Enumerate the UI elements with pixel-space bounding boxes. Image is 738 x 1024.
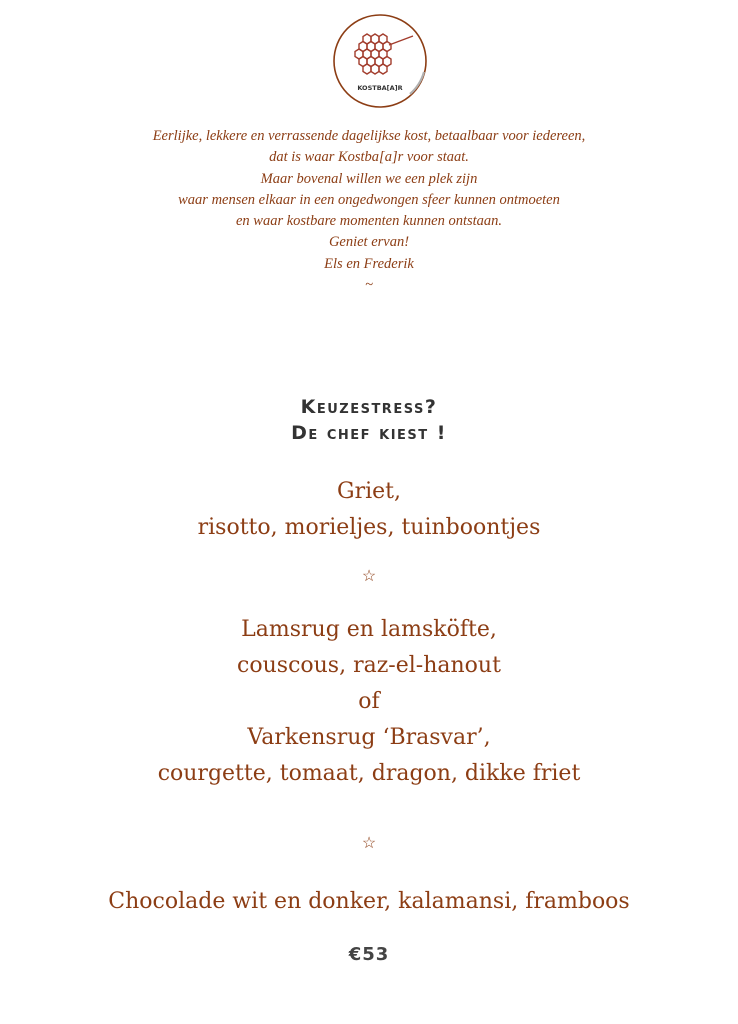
main-line: Lamsrug en lamsköfte, xyxy=(241,617,497,642)
logo-brand-text: KOSTBA[A]R xyxy=(357,84,403,92)
menu-heading xyxy=(0,394,738,446)
heading-line-2: De chef kiest ! xyxy=(291,422,447,444)
dessert-line: Chocolade wit en donker, kalamansi, framboos xyxy=(108,889,630,914)
main-line: courgette, tomaat, dragon, dikke friet xyxy=(157,761,581,786)
main-line: of xyxy=(358,689,380,714)
starter-line: risotto, morieljes, tuinboontjes xyxy=(197,515,541,540)
intro-line: dat is waar Kostba[a]r voor staat. xyxy=(269,149,469,166)
intro-text xyxy=(0,126,738,296)
intro-tilde: ~ xyxy=(365,277,373,294)
starter-line: Griet, xyxy=(337,479,401,504)
menu-price: €53 xyxy=(348,944,390,965)
separator-star-icon: ☆ xyxy=(361,566,377,585)
honeycomb-logo-icon xyxy=(331,12,429,110)
main-course xyxy=(0,612,738,792)
dessert-course xyxy=(0,884,738,920)
heading-line-1: Keuzestress? xyxy=(300,396,438,418)
intro-line: waar mensen elkaar in een ongedwongen sfeer kunnen ontmoeten xyxy=(178,191,560,208)
kostbaar-logo xyxy=(331,12,429,110)
intro-signature: Els en Frederik xyxy=(324,255,414,272)
main-line: Varkensrug ‘Brasvar’, xyxy=(247,725,491,750)
intro-line: Eerlijke, lekkere en verrassende dagelijkse kost, betaalbaar voor iedereen, xyxy=(152,128,586,144)
intro-line: en waar kostbare momenten kunnen ontstaan. xyxy=(235,213,503,230)
starter-course xyxy=(0,474,738,546)
separator-star-icon: ☆ xyxy=(361,833,377,852)
main-line: couscous, raz-el-hanout xyxy=(237,653,501,678)
intro-line: Geniet ervan! xyxy=(328,234,410,251)
intro-line: Maar bovenal willen we een plek zijn xyxy=(260,170,478,187)
